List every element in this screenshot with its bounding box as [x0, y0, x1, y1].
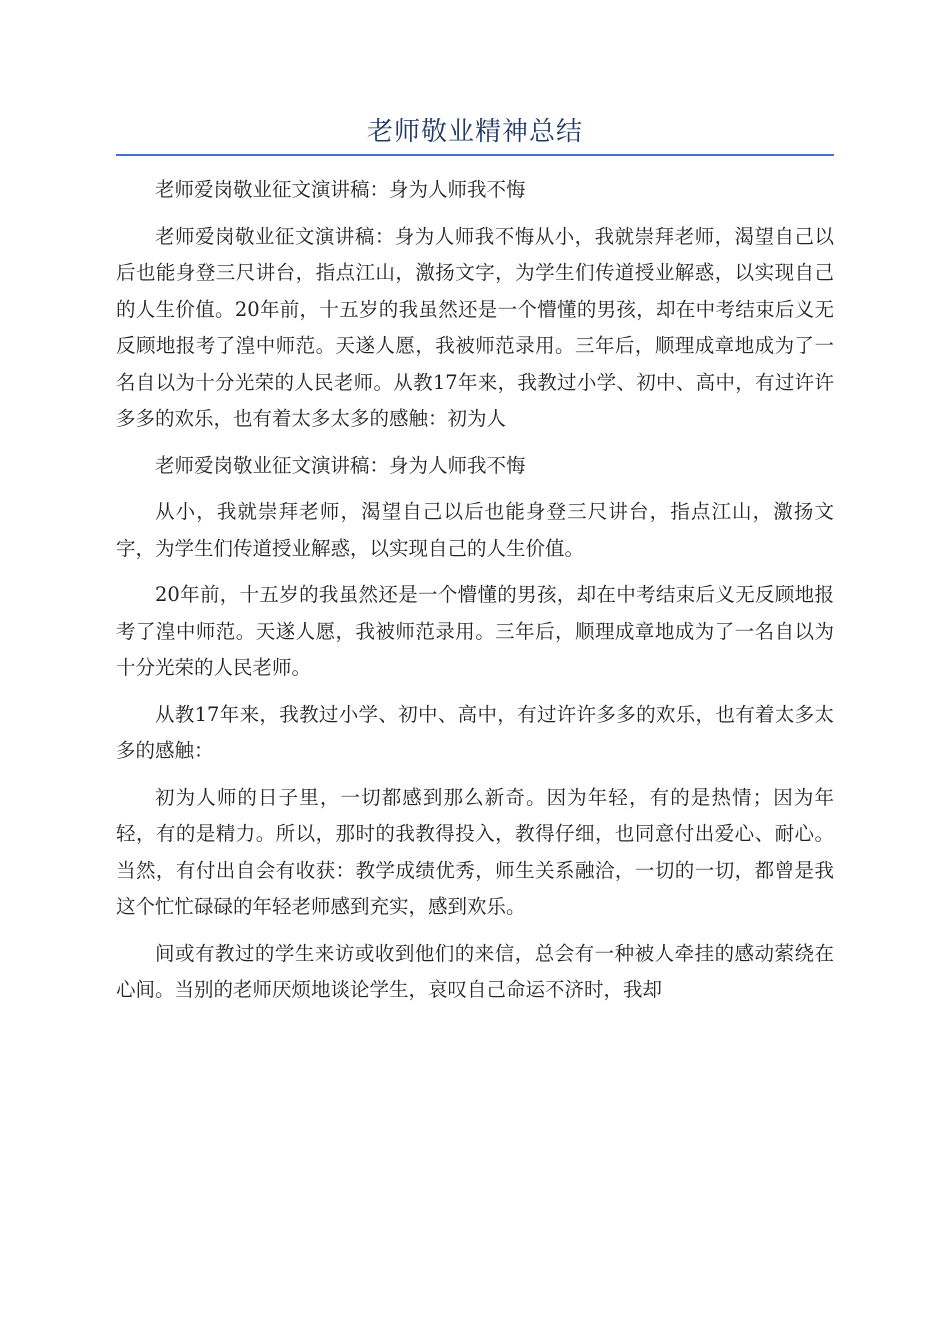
- paragraph-1: 老师爱岗敬业征文演讲稿：身为人师我不悔: [155, 178, 526, 201]
- paragraph-3: 老师爱岗敬业征文演讲稿：身为人师我不悔: [155, 453, 526, 477]
- title-underline: [116, 154, 834, 156]
- paragraph-6: 从教17年来，我教过小学、初中、高中，有过许许多多的欢乐，也有着太多太多的感触：: [116, 702, 834, 762]
- paragraph-2: 老师爱岗敬业征文演讲稿：身为人师我不悔从小，我就崇拜老师，渴望自己以后也能身登三尺讲台，指点江山，激扬文字，为学生们传道授业解惑，以实现自己的人生价值。20年前，十五岁的我虽然还是一个懵懂的男孩，却在中考结束后义无反顾地报考了湟中师范。天遂人愿，我被师范录用。三年后，顺理成章地成为了一名自以为十分光荣的人民老师。从教17年来，我教过小学、初中、高中，有过许许多多的欢乐，也有着太多太多的感触：初为人: [116, 224, 834, 430]
- paragraph-5: 20年前，十五岁的我虽然还是一个懵懂的男孩，却在中考结束后义无反顾地报考了湟中师范。天遂人愿，我被师范录用。三年后，顺理成章地成为了一名自以为十分光荣的人民老师。: [116, 583, 834, 679]
- document-title: 老师敬业精神总结: [366, 117, 583, 147]
- paragraph-7: 初为人师的日子里，一切都感到那么新奇。因为年轻，有的是热情；因为年轻，有的是精力。所以，那时的我教得投入，教得仔细，也同意付出爱心、耐心。当然，有付出自会有收获：教学成绩优秀，师生关系融洽，一切的一切，都曾是我这个忙忙碌碌的年轻老师感到充实，感到欢乐。: [116, 785, 834, 918]
- document-body: [116, 172, 834, 1019]
- paragraph-8: 间或有教过的学生来访或收到他们的来信，总会有一种被人牵挂的感动萦绕在心间。当别的老师厌烦地谈论学生，哀叹自己命运不济时，我却: [116, 941, 834, 1001]
- paragraph-4: 从小，我就崇拜老师，渴望自己以后也能身登三尺讲台，指点江山，激扬文字，为学生们传道授业解惑，以实现自己的人生价值。: [116, 500, 834, 560]
